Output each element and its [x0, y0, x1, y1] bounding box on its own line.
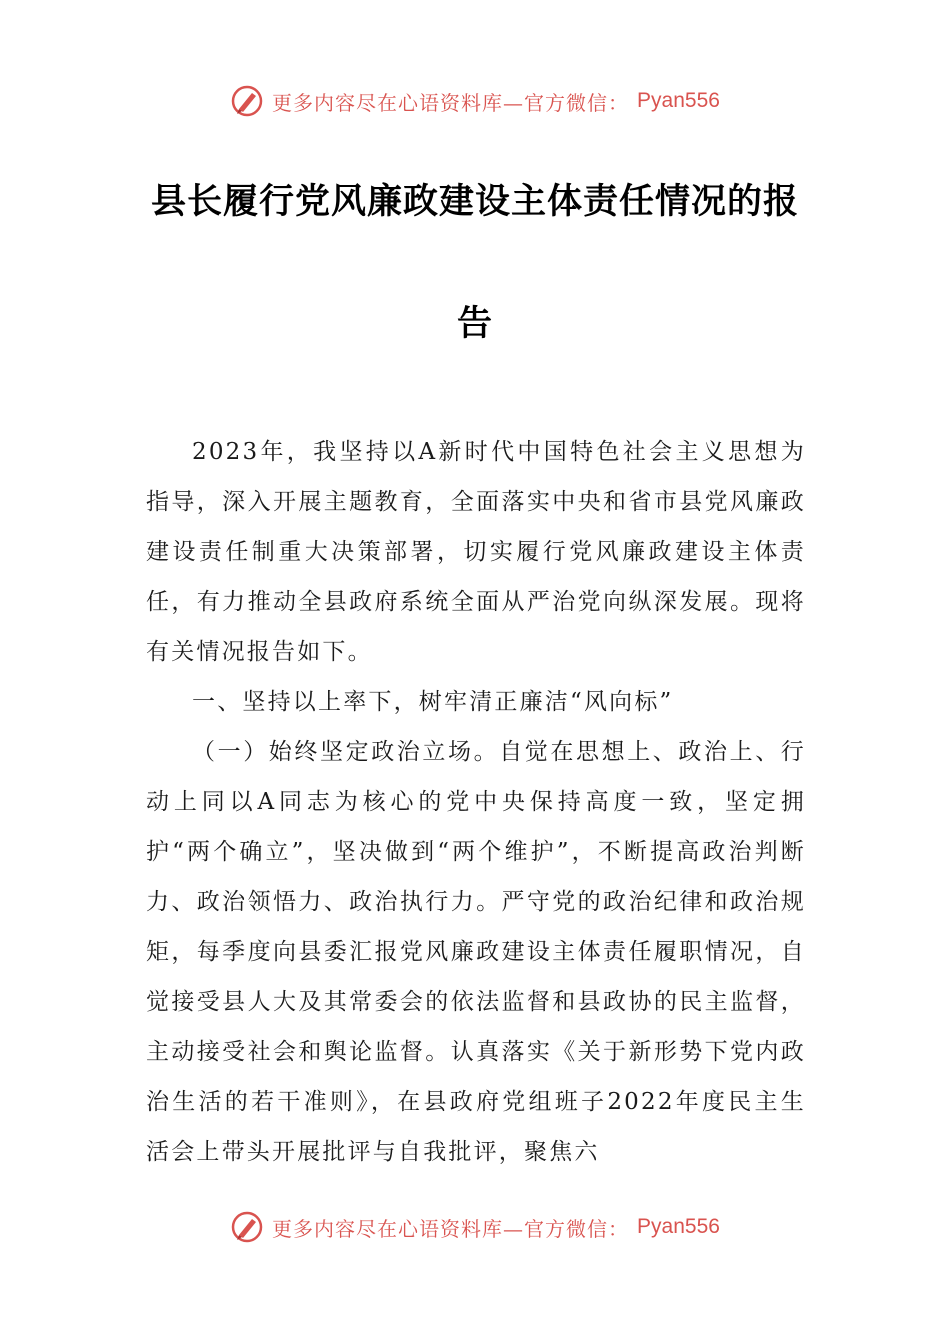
- section-heading-1: 一、坚持以上率下，树牢清正廉洁“风向标”: [192, 689, 674, 715]
- document-title: 县长履行党风廉政建设主体责任情况的报: [150, 182, 799, 222]
- watermark-id: Pyan556: [637, 1215, 720, 1238]
- watermark-text: 更多内容尽在心语资料库—官方微信：: [272, 90, 630, 115]
- paragraph-intro: 2023年，我坚持以A新时代中国特色社会主义思想为指导，深入开展主题教育，全面落实中央和省市县党风廉政建设责任制重大决策部署，切实履行党风廉政建设主体责任，有力推动全县政府系统全面从严治党向纵深发展。现将有关情况报告如下。: [146, 439, 806, 665]
- watermark-text: 更多内容尽在心语资料库—官方微信：: [272, 1216, 630, 1241]
- pen-logo-icon: [230, 84, 264, 118]
- paragraph-1: （一）始终坚定政治立场。自觉在思想上、政治上、行动上同以A同志为核心的党中央保持高度一致，坚定拥护“两个确立”，坚决做到“两个维护”，不断提高政治判断力、政治领悟力、政治执行力。严守党的政治纪律和政治规矩，每季度向县委汇报党风廉政建设主体责任履职情况，自觉接受县人大及其常委会的依法监督和县政协的民主监督，主动接受社会和舆论监督。认真落实《关于新形势下党内政治生活的若干准则》，在县政府党组班子2022年度民主生活会上带头开展批评与自我批评，聚焦六: [146, 739, 806, 1165]
- document-title-continued: 告: [456, 304, 493, 344]
- watermark-id: Pyan556: [637, 89, 720, 112]
- document-body: [146, 427, 806, 1177]
- watermark-banner-top: [0, 84, 950, 118]
- watermark-banner-bottom: [0, 1210, 950, 1244]
- pen-logo-icon: [230, 1210, 264, 1244]
